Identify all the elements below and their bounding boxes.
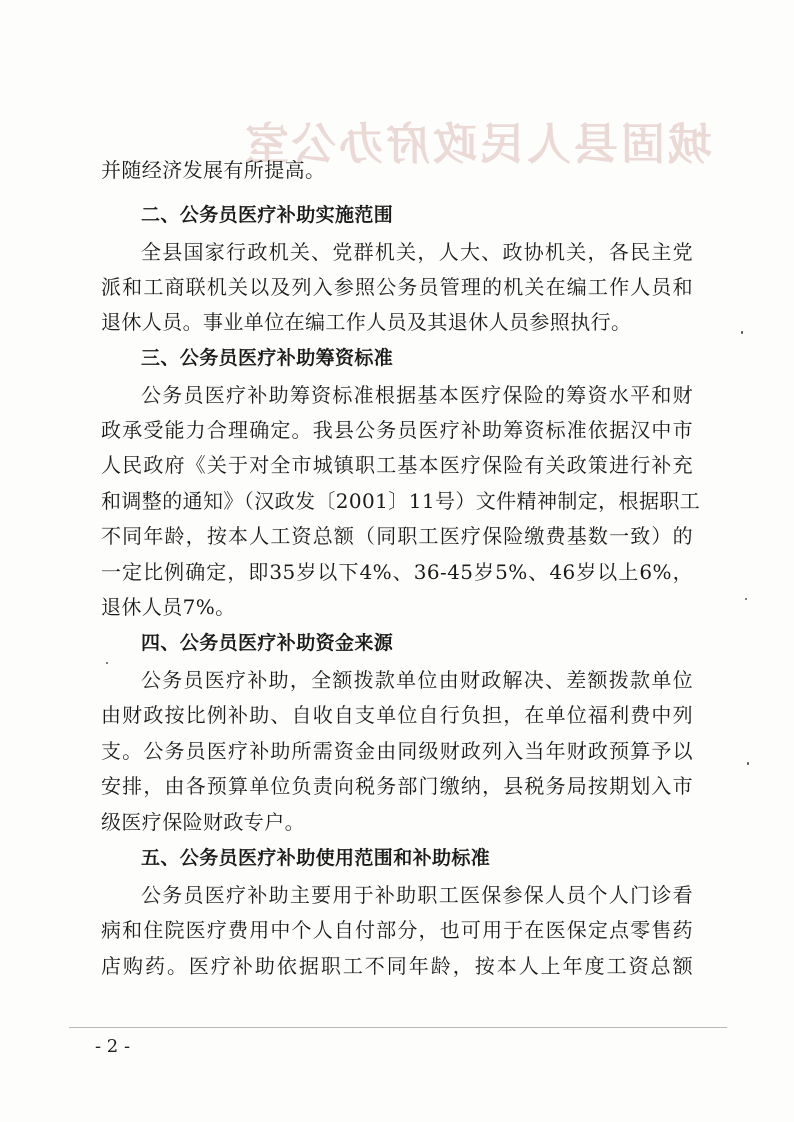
paragraph-line: 由财政按比例补助、自收自支单位自行负担，在单位福利费中列 [101, 703, 693, 727]
section-heading-5: 五、公务员医疗补助使用范围和补助标准 [141, 847, 491, 869]
paragraph-line: 公务员医疗补助，全额拨款单位由财政解决、差额拨款单位 [141, 668, 693, 692]
paragraph-line: 病和住院医疗费用中个人自付部分，也可用于在医保定点零售药 [101, 918, 693, 942]
paragraph-line: 派和工商联机关以及列入参照公务员管理的机关在编工作人员和 [101, 275, 693, 299]
page-number: - 2 - [95, 1036, 131, 1057]
section-heading-4: 四、公务员医疗补助资金来源 [141, 632, 394, 654]
paragraph-line: 退休人员7%。 [101, 595, 236, 619]
paragraph-line: 店购药。医疗补助依据职工不同年龄，按本人上年度工资总额 [101, 954, 693, 978]
scan-speck [745, 598, 747, 600]
paragraph-line: 政承受能力合理确定。我县公务员医疗补助筹资标准依据汉中市 [101, 418, 693, 442]
paragraph-line: 全县国家行政机关、党群机关，人大、政协机关，各民主党 [141, 240, 693, 264]
scan-speck [747, 762, 749, 765]
paragraph-line: 退休人员。事业单位在编工作人员及其退休人员参照执行。 [101, 310, 632, 334]
section-heading-3: 三、公务员医疗补助筹资标准 [141, 347, 394, 369]
scan-speck [106, 662, 108, 664]
paragraph-line: 不同年龄，按本人工资总额（同职工医疗保险缴费基数一致）的 [101, 524, 693, 548]
paragraph-line: 并随经济发展有所提高。 [101, 158, 326, 182]
paragraph-line: 安排，由各预算单位负责向税务部门缴纳，县税务局按期划入市 [101, 774, 693, 798]
paragraph-line: 一定比例确定，即35岁以下4%、36-45岁5%、46岁以上6%， [101, 560, 693, 584]
section-heading-2: 二、公务员医疗补助实施范围 [141, 204, 394, 226]
bleed-through-watermark: 城固县人民政府办公室 [242, 119, 712, 170]
footer-divider [69, 1027, 727, 1028]
scan-speck [741, 331, 743, 334]
paragraph-line: 公务员医疗补助筹资标准根据基本医疗保险的筹资水平和财 [141, 383, 693, 407]
paragraph-line: 公务员医疗补助主要用于补助职工医保参保人员个人门诊看 [141, 883, 693, 907]
paragraph-line: 人民政府《关于对全市城镇职工基本医疗保险有关政策进行补充 [101, 453, 693, 477]
paragraph-line: 和调整的通知》（汉政发〔2001〕11号）文件精神制定，根据职工 [101, 489, 701, 513]
paragraph-line: 支。公务员医疗补助所需资金由同级财政列入当年财政预算予以 [101, 739, 693, 763]
paragraph-line: 级医疗保险财政专户。 [101, 810, 305, 834]
